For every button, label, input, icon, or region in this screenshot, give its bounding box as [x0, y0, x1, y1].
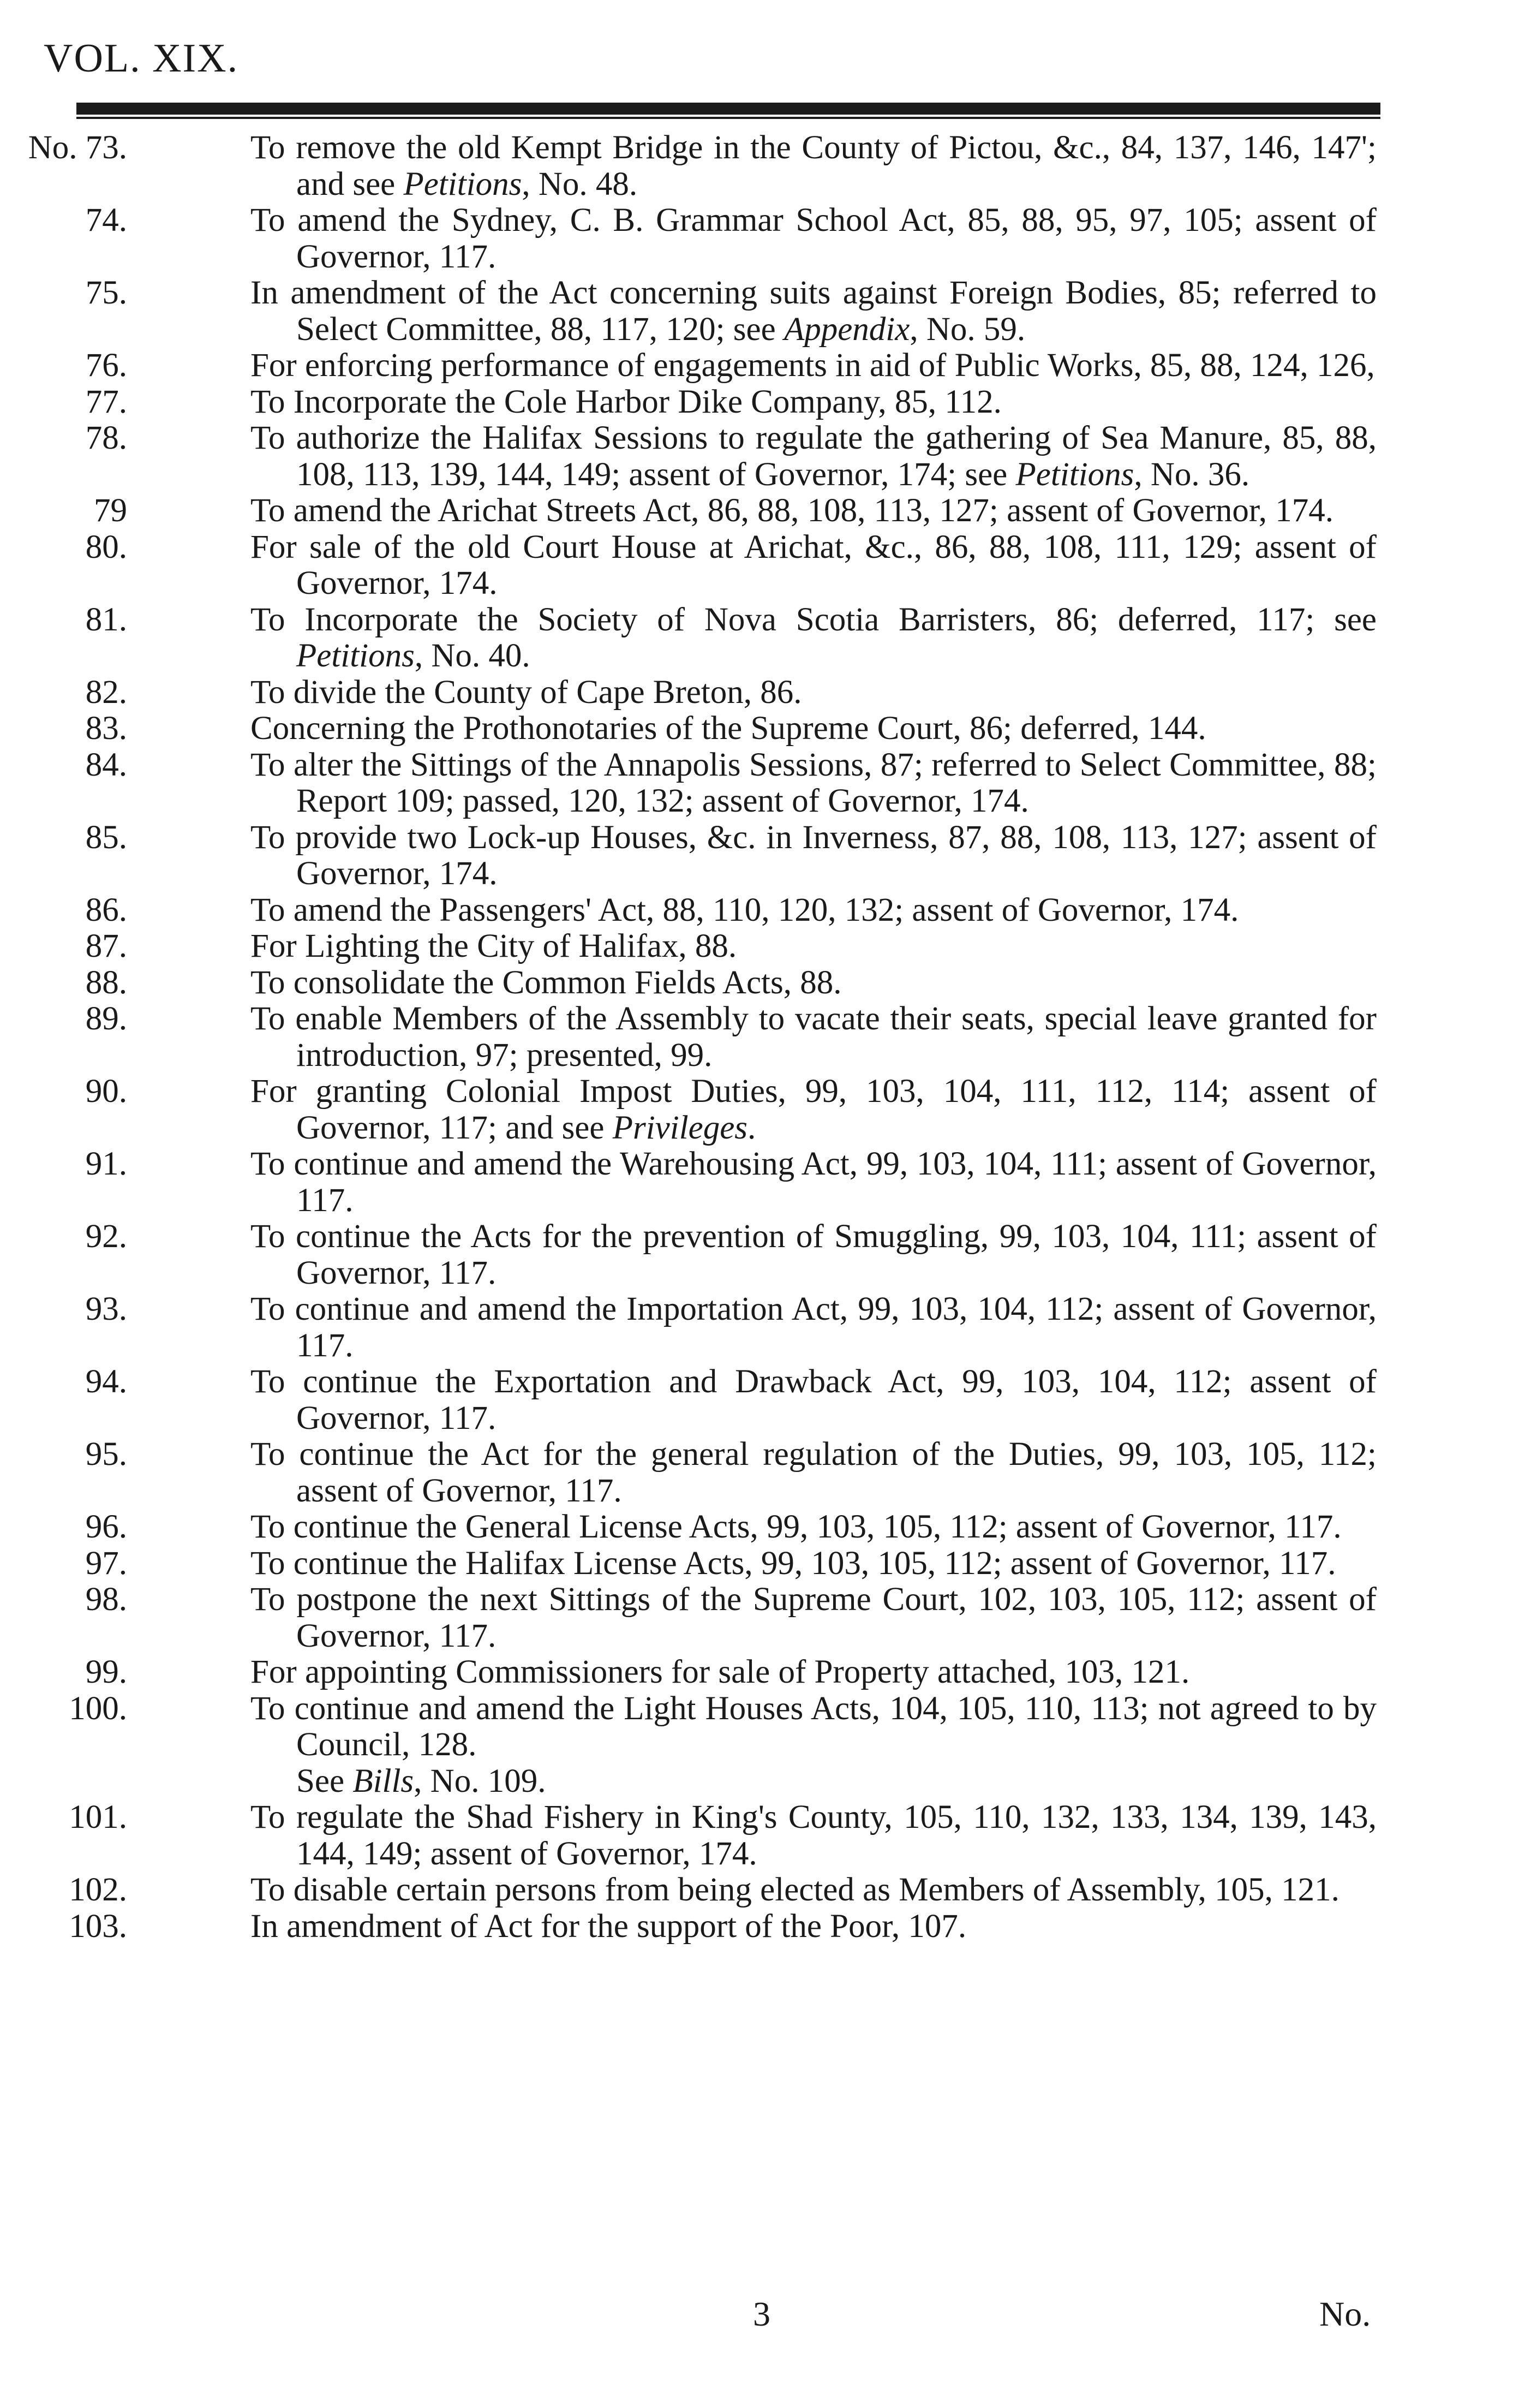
entry-number: 77.	[85, 383, 127, 420]
index-entry	[0, 747, 1377, 820]
entry-text: To Incorporate the Cole Harbor Dike Company, 85, 112.	[250, 383, 1002, 420]
entry-text: To continue and amend the Warehousing Act, 99, 103, 104, 111; assent of Governor, 117.	[250, 1146, 1377, 1219]
catchword: No.	[1319, 2294, 1371, 2333]
entry-text: To continue the Act for the general regulation of the Duties, 99, 103, 105, 112; assent of Governor, 117.	[250, 1436, 1377, 1509]
index-entry	[0, 711, 1377, 747]
entry-number: 85.	[85, 819, 127, 856]
entry-number: 84.	[85, 746, 127, 783]
index-entry	[0, 892, 1377, 929]
entry-text: To continue the General License Acts, 99, 103, 105, 112; assent of Governor, 117.	[250, 1509, 1342, 1545]
entry-text: To provide two Lock-up Houses, &c. in Inverness, 87, 88, 108, 113, 127; assent of Governor, 174.	[250, 819, 1377, 892]
entry-text: For Lighting the City of Halifax, 88.	[250, 928, 737, 964]
entry-number: 79	[94, 492, 127, 529]
index-entry	[0, 1437, 1377, 1509]
entry-number: No. 73.	[28, 129, 127, 166]
index-entry	[0, 130, 1377, 202]
entry-number: 89.	[85, 1000, 127, 1037]
index-entry	[0, 1291, 1377, 1364]
entry-text: To amend the Arichat Streets Act, 86, 88, 108, 113, 127; assent of Governor, 174.	[250, 492, 1334, 529]
entry-text: For sale of the old Court House at Arichat, &c., 86, 88, 108, 111, 129; assent of Governor, 174.	[250, 528, 1377, 601]
entry-number: 86.	[85, 891, 127, 928]
index-entry	[0, 928, 1377, 965]
entry-number: 90.	[85, 1073, 127, 1110]
header-rule-thick	[76, 103, 1380, 115]
entry-cross-reference: Petitions	[1015, 456, 1134, 493]
index-entry	[0, 1691, 1377, 1800]
entry-number: 94.	[85, 1363, 127, 1400]
entry-text: In amendment of the Act concerning suits against Foreign Bodies, 85; referred to Select Committee, 88, 117, 120; see	[250, 275, 1377, 348]
index-entry	[0, 1654, 1377, 1691]
index-entry	[0, 1001, 1377, 1074]
entry-text: To authorize the Halifax Sessions to regulate the gathering of Sea Manure, 85, 88, 108, 113, 139, 144, 149; assent of Governor, 174; see	[250, 420, 1377, 493]
index-entry	[0, 1872, 1377, 1909]
index-entry	[0, 1909, 1377, 1945]
page-number: 3	[753, 2294, 770, 2333]
entry-number: 96.	[85, 1509, 127, 1545]
index-entry	[0, 529, 1377, 602]
entry-text: To remove the old Kempt Bridge in the County of Pictou, &c., 84, 137, 146, 147'; and see	[250, 129, 1377, 202]
entry-reference-number: , No. 59.	[910, 311, 1026, 348]
entry-text: To amend the Sydney, C. B. Grammar School Act, 85, 88, 95, 97, 105; assent of Governor, 117.	[250, 202, 1377, 275]
entry-text: To disable certain persons from being elected as Members of Assembly, 105, 121.	[250, 1871, 1339, 1908]
entry-reference-number: , No. 36.	[1134, 456, 1250, 493]
entry-number: 88.	[85, 964, 127, 1001]
index-entry	[0, 384, 1377, 421]
entry-text: In amendment of Act for the support of the Poor, 107.	[250, 1908, 967, 1945]
entry-text: For appointing Commissioners for sale of Property attached, 103, 121.	[250, 1654, 1190, 1690]
entry-text: For granting Colonial Impost Duties, 99, 103, 104, 111, 112, 114; assent of Governor, 117; and see	[250, 1073, 1377, 1146]
index-entry	[0, 965, 1377, 1002]
entry-text: Concerning the Prothonotaries of the Supreme Court, 86; deferred, 144.	[250, 710, 1206, 747]
entry-number: 98.	[85, 1581, 127, 1618]
entry-number: 101.	[69, 1799, 127, 1835]
entry-number: 92.	[85, 1218, 127, 1255]
entry-cross-reference: Petitions	[296, 637, 415, 674]
entry-text: To amend the Passengers' Act, 88, 110, 120, 132; assent of Governor, 174.	[250, 891, 1239, 928]
index-entry	[0, 1546, 1377, 1582]
entry-number: 103.	[69, 1908, 127, 1945]
entry-text: To continue the Halifax License Acts, 99, 103, 105, 112; assent of Governor, 117.	[250, 1545, 1336, 1582]
index-entry	[0, 1146, 1377, 1219]
entry-number: 74.	[85, 202, 127, 239]
entry-reference-number: .	[747, 1109, 756, 1146]
entry-number: 87.	[85, 928, 127, 964]
entry-text: To divide the County of Cape Breton, 86.	[250, 673, 802, 711]
index-entry	[0, 1074, 1377, 1146]
entry-text: To postpone the next Sittings of the Supreme Court, 102, 103, 105, 112; assent of Governor, 117.	[250, 1581, 1377, 1654]
index-entry	[0, 675, 1377, 711]
entry-text: To Incorporate the Society of Nova Scotia Barristers, 86; deferred, 117; see	[250, 601, 1377, 638]
entry-text: To enable Members of the Assembly to vacate their seats, special leave granted for introduction, 97; presented, 99.	[250, 1000, 1377, 1074]
index-entry	[0, 420, 1377, 493]
entry-number: 76.	[85, 347, 127, 384]
entry-see-line	[296, 1763, 1377, 1800]
entry-number: 97.	[85, 1545, 127, 1582]
entry-text: To continue and amend the Light Houses Acts, 104, 105, 110, 113; not agreed to by Council, 128.	[250, 1690, 1377, 1763]
index-entry	[0, 1799, 1377, 1872]
index-entry	[0, 202, 1377, 275]
entry-number: 80.	[85, 528, 127, 565]
entry-number: 99.	[85, 1654, 127, 1690]
entry-text: To consolidate the Common Fields Acts, 88.	[250, 964, 842, 1001]
index-entry	[0, 493, 1377, 529]
entry-number: 102.	[69, 1871, 127, 1908]
index-entry	[0, 1509, 1377, 1546]
entry-number: 83.	[85, 710, 127, 747]
entry-number: 75.	[85, 275, 127, 311]
entry-text: To regulate the Shad Fishery in King's County, 105, 110, 132, 133, 134, 139, 143, 144, 149; assent of Governor, 174.	[250, 1799, 1377, 1872]
entry-cross-reference: Appendix	[784, 311, 910, 348]
index-entry	[0, 275, 1377, 348]
index-entry	[0, 348, 1377, 384]
entry-cross-reference: Petitions	[403, 165, 522, 202]
index-entry	[0, 1364, 1377, 1437]
see-reference: Bills	[352, 1762, 414, 1799]
entry-number: 82.	[85, 673, 127, 711]
entry-text: For enforcing performance of engagements in aid of Public Works, 85, 88, 124, 126,	[250, 347, 1375, 384]
entry-number: 93.	[85, 1291, 127, 1327]
entry-text: To continue the Exportation and Drawback Act, 99, 103, 104, 112; assent of Governor, 117.	[250, 1363, 1377, 1437]
entry-cross-reference: Privileges	[612, 1109, 748, 1146]
entry-number: 91.	[85, 1146, 127, 1182]
entry-number: 81.	[85, 601, 127, 638]
see-label: See	[296, 1762, 345, 1799]
index-entry	[0, 1582, 1377, 1654]
index-entry	[0, 1219, 1377, 1291]
index-entry	[0, 820, 1377, 892]
volume-header: VOL. XIX.	[44, 36, 239, 81]
entry-reference-number: , No. 40.	[414, 637, 530, 674]
entry-text: To alter the Sittings of the Annapolis Sessions, 87; referred to Select Committee, 88; Report 109; passed, 120, 132; assent of Governor, 174.	[250, 746, 1377, 819]
entry-number: 95.	[85, 1436, 127, 1473]
see-number: , No. 109.	[414, 1762, 546, 1799]
header-rule-thin	[76, 117, 1380, 119]
entry-number: 78.	[85, 420, 127, 456]
index-entry	[0, 602, 1377, 675]
entry-text: To continue and amend the Importation Act, 99, 103, 104, 112; assent of Governor, 117.	[250, 1291, 1377, 1364]
entry-number: 100.	[69, 1690, 127, 1727]
bill-index-list	[0, 130, 1513, 1945]
entry-text: To continue the Acts for the prevention of Smuggling, 99, 103, 104, 111; assent of Governor, 117.	[250, 1218, 1377, 1291]
entry-reference-number: , No. 48.	[522, 165, 638, 202]
